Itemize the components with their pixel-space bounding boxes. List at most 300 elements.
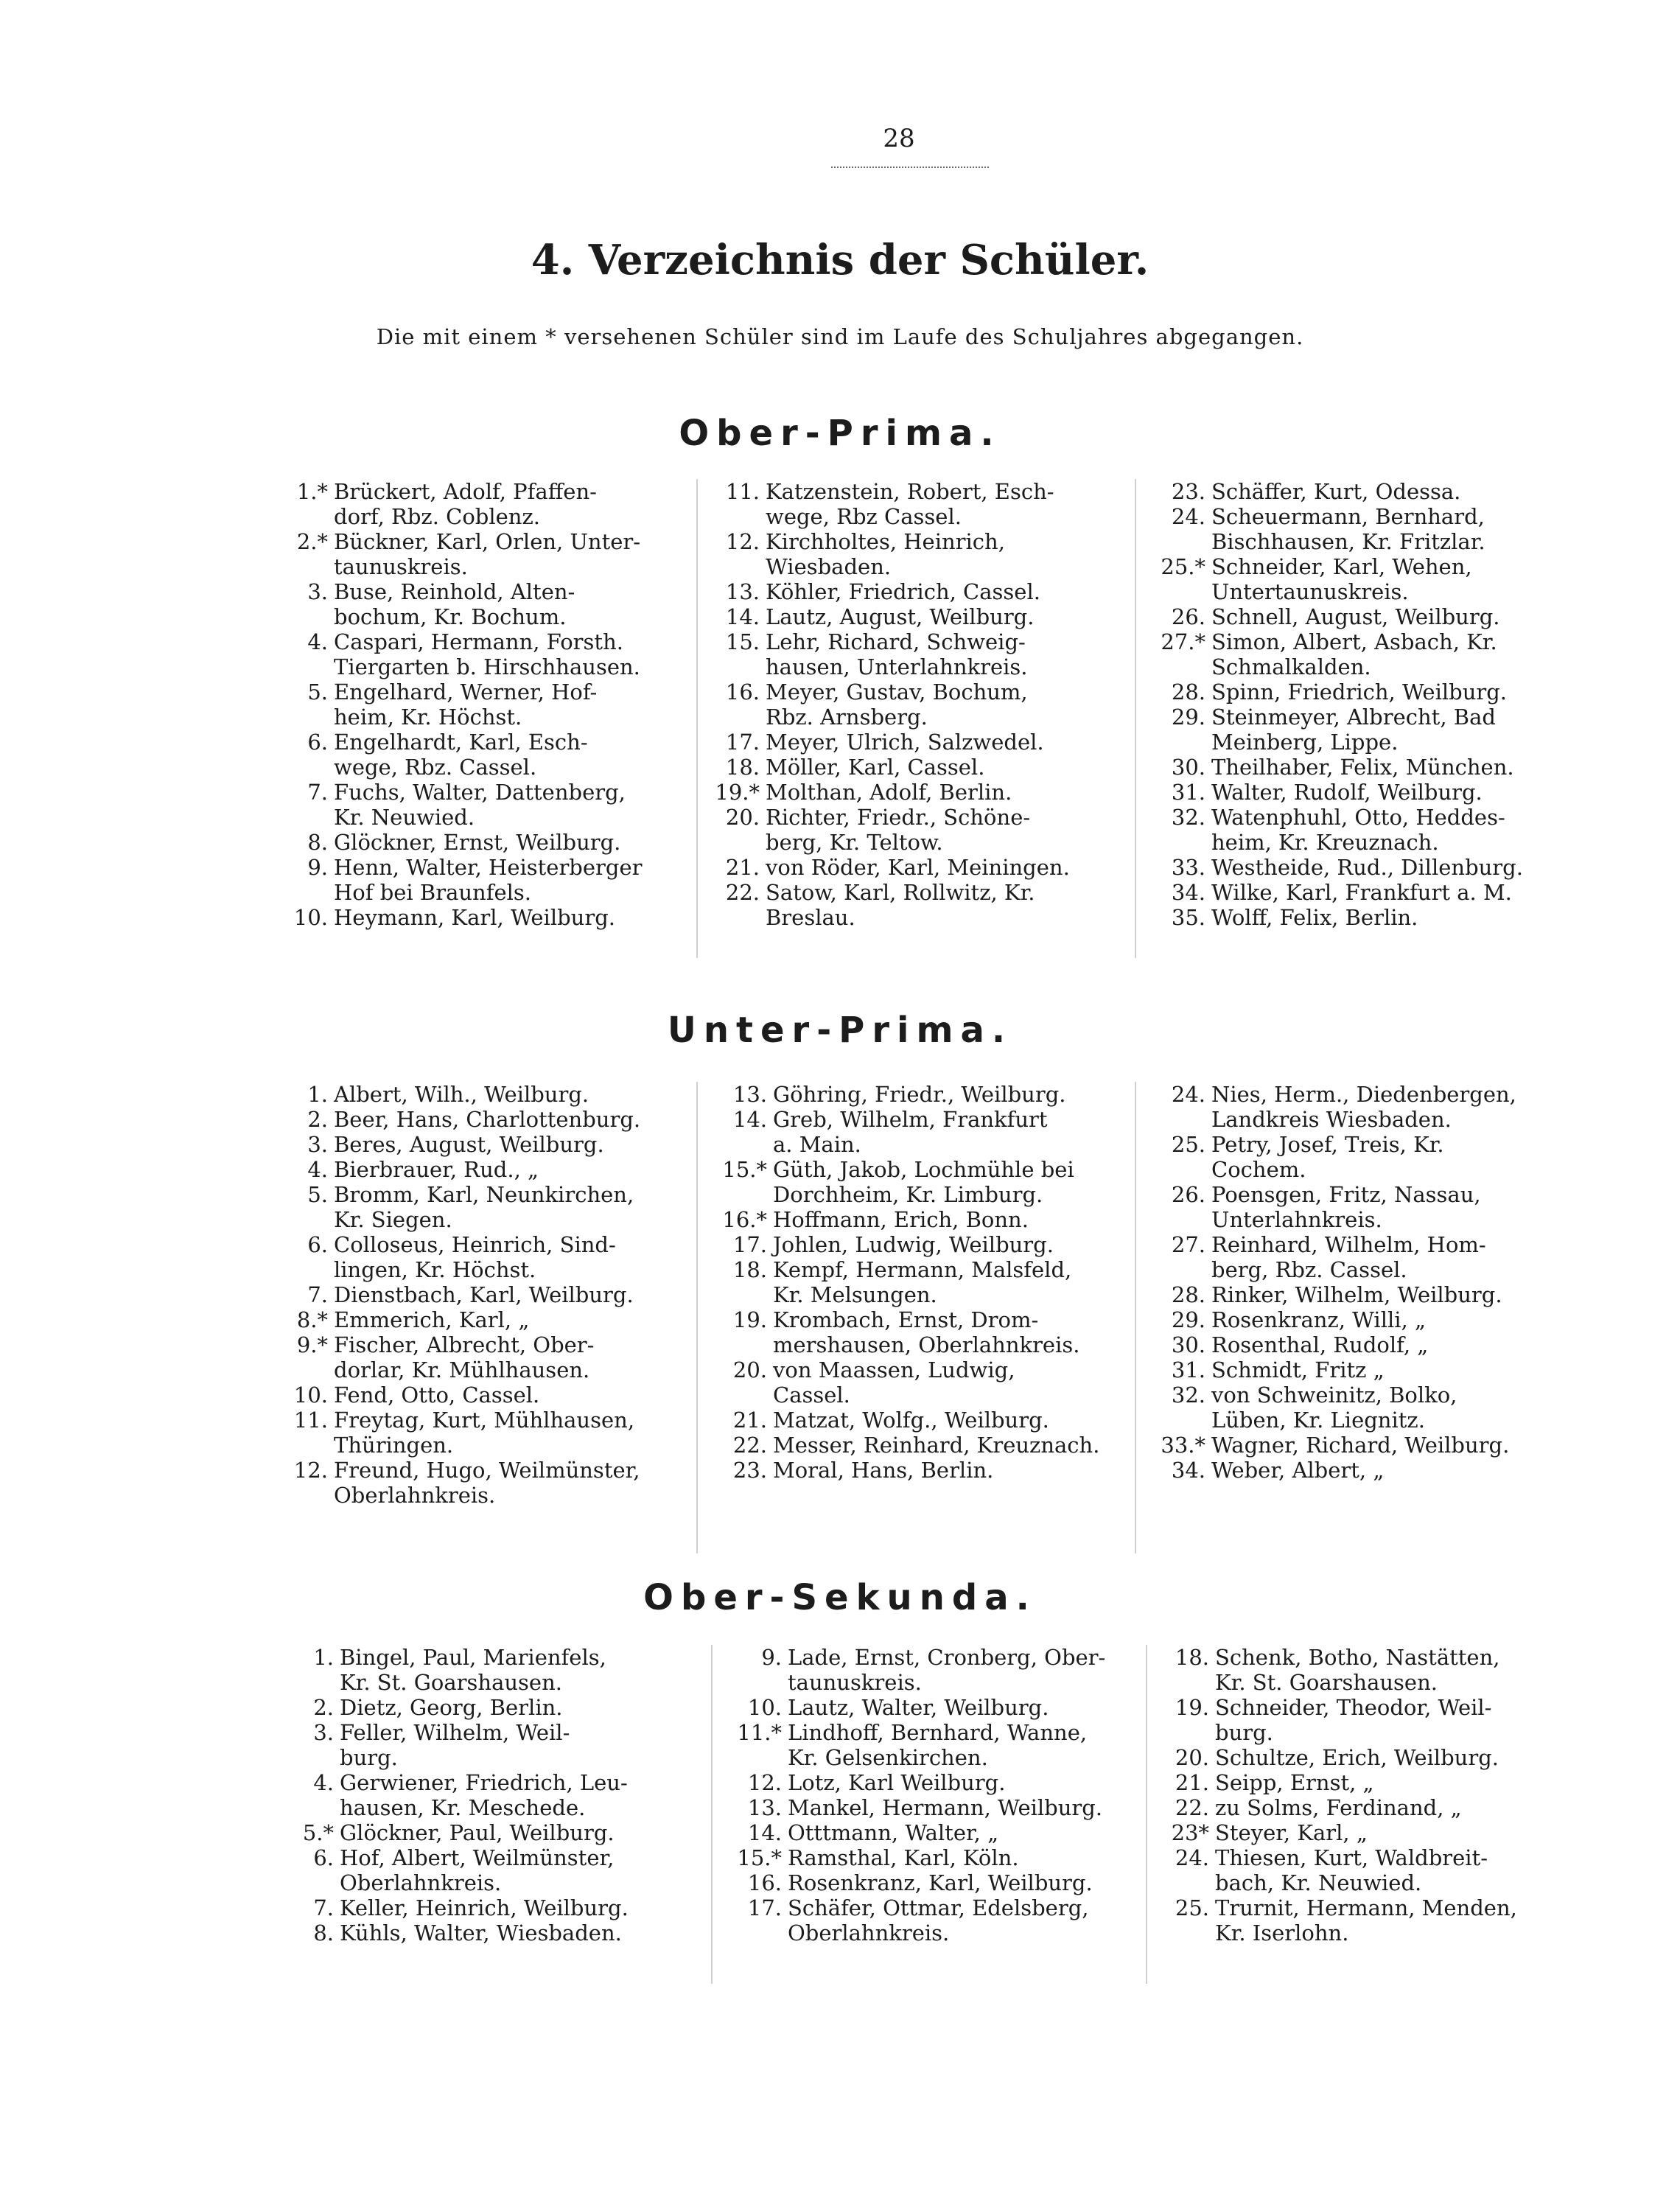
student-details bbox=[340, 1920, 696, 1945]
student-detail-line: Rbz. Arnsberg. bbox=[766, 705, 928, 730]
student-detail-line: Richter, Friedr., Schöne- bbox=[766, 805, 1031, 830]
student-number: 17. bbox=[732, 1232, 767, 1257]
student-detail-line: Mankel, Hermann, Weilburg. bbox=[788, 1795, 1103, 1820]
student-detail-line: hausen, Kr. Meschede. bbox=[340, 1795, 586, 1820]
student-detail-line: Oberlahnkreis. bbox=[788, 1920, 950, 1945]
student-detail-line: Weber, Albert, „ bbox=[1211, 1458, 1385, 1483]
student-entry bbox=[276, 1332, 689, 1382]
student-entry bbox=[1147, 504, 1589, 554]
student-detail-line: Walter, Rudolf, Weilburg. bbox=[1211, 780, 1483, 805]
student-detail-line: Wilke, Karl, Frankfurt a. M. bbox=[1211, 880, 1512, 905]
student-details bbox=[1211, 755, 1589, 780]
student-entry bbox=[708, 855, 1143, 880]
student-detail-line: a. Main. bbox=[773, 1132, 861, 1157]
student-details bbox=[788, 1645, 1147, 1695]
student-details bbox=[334, 1232, 689, 1282]
student-details bbox=[1211, 629, 1589, 679]
student-detail-line: Dietz, Georg, Berlin. bbox=[340, 1695, 563, 1720]
student-detail-line: Hoffmann, Erich, Bonn. bbox=[773, 1207, 1029, 1232]
student-entry bbox=[276, 579, 685, 629]
student-entry bbox=[723, 1645, 1147, 1695]
student-detail-line: berg, Kr. Teltow. bbox=[766, 830, 943, 855]
student-number: 2. bbox=[307, 1107, 328, 1132]
student-entry bbox=[1147, 1332, 1589, 1357]
student-detail-line: Simon, Albert, Asbach, Kr. bbox=[1211, 629, 1497, 654]
student-detail-line: Colloseus, Heinrich, Sind- bbox=[334, 1232, 616, 1257]
student-number: 9. bbox=[761, 1645, 782, 1670]
student-details bbox=[766, 755, 1143, 780]
student-number: 16. bbox=[725, 679, 760, 705]
student-entry bbox=[291, 1770, 696, 1820]
student-detail-line: Steyer, Karl, „ bbox=[1215, 1820, 1368, 1845]
student-details bbox=[766, 679, 1143, 730]
student-detail-line: Matzat, Wolfg., Weilburg. bbox=[773, 1408, 1049, 1433]
student-number: 34. bbox=[1171, 1458, 1205, 1483]
student-detail-line: Bischhausen, Kr. Fritzlar. bbox=[1211, 529, 1485, 554]
student-number: 8. bbox=[313, 1920, 334, 1945]
student-detail-line: Moral, Hans, Berlin. bbox=[773, 1458, 994, 1483]
student-entry bbox=[276, 629, 685, 679]
student-details bbox=[1211, 1282, 1589, 1307]
student-number: 32. bbox=[1171, 1382, 1205, 1408]
student-entry bbox=[708, 755, 1143, 780]
student-entry bbox=[708, 1207, 1143, 1232]
student-details bbox=[788, 1820, 1147, 1845]
student-detail-line: Meyer, Ulrich, Salzwedel. bbox=[766, 730, 1044, 755]
student-detail-line: Rosenthal, Rudolf, „ bbox=[1211, 1332, 1429, 1357]
student-details bbox=[788, 1845, 1147, 1870]
student-details bbox=[1211, 780, 1589, 805]
student-number: 21. bbox=[1175, 1770, 1209, 1795]
student-number: 22. bbox=[725, 880, 760, 905]
student-entry bbox=[723, 1770, 1147, 1795]
student-entry bbox=[723, 1870, 1147, 1895]
student-number: 17. bbox=[747, 1895, 782, 1920]
student-number: 14. bbox=[747, 1820, 782, 1845]
student-detail-line: Heymann, Karl, Weilburg. bbox=[334, 905, 615, 930]
student-detail-line: Kr. St. Goarshausen. bbox=[340, 1670, 562, 1695]
student-number: 11. bbox=[293, 1408, 328, 1433]
student-detail-line: Petry, Josef, Treis, Kr. bbox=[1211, 1132, 1444, 1157]
student-entry bbox=[276, 1182, 689, 1232]
student-detail-line: dorf, Rbz. Coblenz. bbox=[334, 504, 540, 529]
student-number: 18. bbox=[732, 1257, 767, 1282]
student-detail-line: Bingel, Paul, Marienfels, bbox=[340, 1645, 606, 1670]
student-number: 12. bbox=[293, 1458, 328, 1483]
student-entry bbox=[276, 905, 685, 930]
student-detail-line: Kempf, Hermann, Malsfeld, bbox=[773, 1257, 1072, 1282]
student-details bbox=[334, 1132, 689, 1157]
student-number: 33. bbox=[1171, 855, 1205, 880]
student-detail-line: Schneider, Theodor, Weil- bbox=[1215, 1695, 1492, 1720]
student-entry bbox=[708, 579, 1143, 604]
student-details bbox=[334, 1107, 689, 1132]
student-number: 6. bbox=[313, 1845, 334, 1870]
student-number: 30. bbox=[1171, 1332, 1205, 1357]
student-details bbox=[1215, 1820, 1592, 1845]
student-number: 4. bbox=[307, 1157, 328, 1182]
student-detail-line: bach, Kr. Neuwied. bbox=[1215, 1870, 1422, 1895]
student-detail-line: Rosenkranz, Willi, „ bbox=[1211, 1307, 1426, 1332]
student-detail-line: Meyer, Gustav, Bochum, bbox=[766, 679, 1028, 705]
student-entry bbox=[1147, 629, 1589, 679]
student-detail-line: wege, Rbz. Cassel. bbox=[334, 755, 537, 780]
student-entry bbox=[723, 1720, 1147, 1770]
student-number: 19. bbox=[732, 1307, 767, 1332]
student-number: 4. bbox=[313, 1770, 334, 1795]
student-details bbox=[340, 1845, 696, 1895]
student-detail-line: Kr. Melsungen. bbox=[773, 1282, 937, 1307]
student-entry bbox=[276, 855, 685, 905]
student-number: 9.* bbox=[296, 1332, 328, 1357]
student-details bbox=[1211, 1232, 1589, 1282]
student-detail-line: Köhler, Friedrich, Cassel. bbox=[766, 579, 1040, 604]
student-entry bbox=[1147, 880, 1589, 905]
student-entry bbox=[708, 1458, 1143, 1483]
student-number: 17. bbox=[725, 730, 760, 755]
student-details bbox=[1211, 855, 1589, 880]
student-detail-line: Schäfer, Ottmar, Edelsberg, bbox=[788, 1895, 1089, 1920]
student-entry bbox=[1158, 1895, 1592, 1945]
student-entry bbox=[1158, 1795, 1592, 1820]
student-details bbox=[1211, 1132, 1589, 1182]
student-detail-line: Schmalkalden. bbox=[1211, 654, 1371, 679]
student-entry bbox=[276, 679, 685, 730]
student-number: 24. bbox=[1171, 1082, 1205, 1107]
student-details bbox=[773, 1307, 1143, 1357]
unter-prima-column-2 bbox=[696, 1082, 1143, 1553]
student-detail-line: Breslau. bbox=[766, 905, 855, 930]
student-detail-line: Meinberg, Lippe. bbox=[1211, 730, 1399, 755]
student-number: 19.* bbox=[715, 780, 760, 805]
student-details bbox=[788, 1795, 1147, 1820]
student-details bbox=[1211, 604, 1589, 629]
student-details bbox=[1215, 1745, 1592, 1770]
student-detail-line: Brückert, Adolf, Pfaffen- bbox=[334, 479, 597, 504]
student-details bbox=[773, 1082, 1143, 1107]
student-entry bbox=[1147, 1082, 1589, 1132]
student-number: 13. bbox=[725, 579, 760, 604]
student-detail-line: Steinmeyer, Albrecht, Bad bbox=[1211, 705, 1496, 730]
student-details bbox=[766, 805, 1143, 855]
student-entry bbox=[291, 1895, 696, 1920]
student-entry bbox=[291, 1720, 696, 1770]
student-entry bbox=[276, 1132, 689, 1157]
student-detail-line: Bierbrauer, Rud., „ bbox=[334, 1157, 539, 1182]
ober-sekunda-column-1 bbox=[291, 1645, 696, 1945]
student-entry bbox=[291, 1695, 696, 1720]
student-detail-line: Schmidt, Fritz „ bbox=[1211, 1357, 1385, 1382]
student-detail-line: Henn, Walter, Heisterberger bbox=[334, 855, 643, 880]
student-detail-line: Glöckner, Paul, Weilburg. bbox=[340, 1820, 615, 1845]
student-entry bbox=[1147, 604, 1589, 629]
student-entry bbox=[708, 805, 1143, 855]
student-entry bbox=[1158, 1695, 1592, 1745]
student-number: 15. bbox=[725, 629, 760, 654]
student-entry bbox=[708, 479, 1143, 529]
student-detail-line: Reinhard, Wilhelm, Hom- bbox=[1211, 1232, 1486, 1257]
student-details bbox=[773, 1458, 1143, 1483]
student-entry bbox=[708, 1408, 1143, 1433]
student-details bbox=[334, 1157, 689, 1182]
student-number: 6. bbox=[307, 730, 328, 755]
student-details bbox=[340, 1695, 696, 1720]
student-entry bbox=[1158, 1820, 1592, 1845]
student-detail-line: Greb, Wilhelm, Frankfurt bbox=[773, 1107, 1048, 1132]
student-details bbox=[773, 1107, 1143, 1157]
student-detail-line: taunuskreis. bbox=[788, 1670, 922, 1695]
student-detail-line: Messer, Reinhard, Kreuznach. bbox=[773, 1433, 1100, 1458]
student-detail-line: Cochem. bbox=[1211, 1157, 1306, 1182]
student-number: 14. bbox=[725, 604, 760, 629]
student-detail-line: Göhring, Friedr., Weilburg. bbox=[773, 1082, 1066, 1107]
student-entry bbox=[1147, 1382, 1589, 1433]
student-number: 34. bbox=[1171, 880, 1205, 905]
ober-sekunda-column-3 bbox=[1146, 1645, 1592, 1984]
student-entry bbox=[708, 1357, 1143, 1408]
student-details bbox=[766, 880, 1143, 930]
student-details bbox=[334, 905, 685, 930]
unter-prima-column-1 bbox=[276, 1082, 689, 1508]
student-detail-line: Albert, Wilh., Weilburg. bbox=[334, 1082, 589, 1107]
student-details bbox=[766, 579, 1143, 604]
student-detail-line: berg, Rbz. Cassel. bbox=[1211, 1257, 1407, 1282]
student-detail-line: Engelhard, Werner, Hof- bbox=[334, 679, 598, 705]
student-details bbox=[1215, 1795, 1592, 1820]
student-number: 28. bbox=[1171, 1282, 1205, 1307]
student-entry bbox=[291, 1645, 696, 1695]
legend-note: Die mit einem * versehenen Schüler sind im Laufe des Schuljahres abgegangen. bbox=[376, 324, 1304, 349]
student-details bbox=[766, 780, 1143, 805]
student-number: 18. bbox=[725, 755, 760, 780]
student-entry bbox=[276, 529, 685, 579]
student-detail-line: Feller, Wilhelm, Weil- bbox=[340, 1720, 570, 1745]
student-detail-line: Otttmann, Walter, „ bbox=[788, 1820, 999, 1845]
student-detail-line: Freund, Hugo, Weilmünster, bbox=[334, 1458, 640, 1483]
student-number: 15.* bbox=[737, 1845, 782, 1870]
student-details bbox=[773, 1433, 1143, 1458]
student-number: 1. bbox=[307, 1082, 328, 1107]
student-detail-line: Wiesbaden. bbox=[766, 554, 892, 579]
student-detail-line: lingen, Kr. Höchst. bbox=[334, 1257, 536, 1282]
student-details bbox=[773, 1157, 1143, 1207]
student-detail-line: Kr. Gelsenkirchen. bbox=[788, 1745, 988, 1770]
student-entry bbox=[276, 1232, 689, 1282]
student-number: 33.* bbox=[1161, 1433, 1205, 1458]
student-number: 32. bbox=[1171, 805, 1205, 830]
student-number: 31. bbox=[1171, 1357, 1205, 1382]
student-details bbox=[1211, 1458, 1589, 1483]
student-details bbox=[1211, 554, 1589, 604]
student-number: 10. bbox=[293, 1382, 328, 1408]
student-details bbox=[334, 780, 685, 830]
student-details bbox=[788, 1870, 1147, 1895]
student-entry bbox=[276, 1408, 689, 1458]
student-number: 28. bbox=[1171, 679, 1205, 705]
student-detail-line: Lotz, Karl Weilburg. bbox=[788, 1770, 1006, 1795]
student-detail-line: Wagner, Richard, Weilburg. bbox=[1211, 1433, 1510, 1458]
student-number: 3. bbox=[313, 1720, 334, 1745]
student-detail-line: Thiesen, Kurt, Waldbreit- bbox=[1215, 1845, 1488, 1870]
student-detail-line: Poensgen, Fritz, Nassau, bbox=[1211, 1182, 1481, 1207]
student-detail-line: Beres, August, Weilburg. bbox=[334, 1132, 604, 1157]
student-number: 25.* bbox=[1161, 554, 1205, 579]
student-number: 3. bbox=[307, 579, 328, 604]
student-details bbox=[334, 830, 685, 855]
student-number: 27. bbox=[1171, 1232, 1205, 1257]
student-detail-line: Landkreis Wiesbaden. bbox=[1211, 1107, 1452, 1132]
student-number: 14. bbox=[732, 1107, 767, 1132]
student-number: 27.* bbox=[1161, 629, 1205, 654]
student-details bbox=[334, 1382, 689, 1408]
student-number: 13. bbox=[732, 1082, 767, 1107]
student-details bbox=[1211, 1357, 1589, 1382]
ober-prima-column-1 bbox=[276, 479, 685, 930]
student-detail-line: Ramsthal, Karl, Köln. bbox=[788, 1845, 1019, 1870]
student-number: 20. bbox=[732, 1357, 767, 1382]
student-detail-line: mershausen, Oberlahnkreis. bbox=[773, 1332, 1080, 1357]
student-details bbox=[340, 1820, 696, 1845]
student-details bbox=[766, 529, 1143, 579]
student-detail-line: Kirchholtes, Heinrich, bbox=[766, 529, 1005, 554]
student-entry bbox=[1147, 855, 1589, 880]
student-number: 2. bbox=[313, 1695, 334, 1720]
student-number: 5. bbox=[307, 1182, 328, 1207]
student-details bbox=[334, 529, 685, 579]
student-entry bbox=[1147, 1458, 1589, 1483]
student-details bbox=[788, 1770, 1147, 1795]
student-details bbox=[1215, 1770, 1592, 1795]
student-details bbox=[773, 1232, 1143, 1257]
student-number: 8. bbox=[307, 830, 328, 855]
student-number: 2.* bbox=[296, 529, 328, 554]
student-details bbox=[334, 679, 685, 730]
student-detail-line: Hof bei Braunfels. bbox=[334, 880, 532, 905]
student-entry bbox=[708, 529, 1143, 579]
student-number: 22. bbox=[732, 1433, 767, 1458]
student-entry bbox=[708, 679, 1143, 730]
student-detail-line: Dienstbach, Karl, Weilburg. bbox=[334, 1282, 634, 1307]
student-detail-line: taunuskreis. bbox=[334, 554, 468, 579]
student-detail-line: Güth, Jakob, Lochmühle bei bbox=[773, 1157, 1074, 1182]
student-detail-line: Satow, Karl, Rollwitz, Kr. bbox=[766, 880, 1035, 905]
student-detail-line: Kr. Siegen. bbox=[334, 1207, 452, 1232]
student-number: 7. bbox=[307, 1282, 328, 1307]
student-number: 4. bbox=[307, 629, 328, 654]
student-details bbox=[1211, 1307, 1589, 1332]
student-number: 10. bbox=[293, 905, 328, 930]
student-detail-line: Scheuermann, Bernhard, bbox=[1211, 504, 1485, 529]
student-detail-line: wege, Rbz Cassel. bbox=[766, 504, 962, 529]
student-details bbox=[1211, 1082, 1589, 1132]
student-detail-line: Engelhardt, Karl, Esch- bbox=[334, 730, 588, 755]
student-detail-line: Schultze, Erich, Weilburg. bbox=[1215, 1745, 1499, 1770]
student-detail-line: Lade, Ernst, Cronberg, Ober- bbox=[788, 1645, 1106, 1670]
student-number: 21. bbox=[725, 855, 760, 880]
student-detail-line: Möller, Karl, Cassel. bbox=[766, 755, 985, 780]
student-detail-line: Seipp, Ernst, „ bbox=[1215, 1770, 1374, 1795]
student-detail-line: heim, Kr. Kreuznach. bbox=[1211, 830, 1439, 855]
student-details bbox=[773, 1257, 1143, 1307]
student-details bbox=[334, 1182, 689, 1232]
student-number: 18. bbox=[1175, 1645, 1209, 1670]
student-details bbox=[766, 730, 1143, 755]
student-entry bbox=[1147, 479, 1589, 504]
student-entry bbox=[1147, 679, 1589, 705]
student-number: 12. bbox=[725, 529, 760, 554]
student-details bbox=[766, 629, 1143, 679]
student-details bbox=[334, 855, 685, 905]
student-details bbox=[1215, 1895, 1592, 1945]
student-detail-line: Hof, Albert, Weilmünster, bbox=[340, 1845, 615, 1870]
student-detail-line: Lindhoff, Bernhard, Wanne, bbox=[788, 1720, 1088, 1745]
student-details bbox=[334, 730, 685, 780]
student-number: 7. bbox=[307, 780, 328, 805]
student-entry bbox=[276, 479, 685, 529]
student-details bbox=[334, 479, 685, 529]
student-detail-line: Krombach, Ernst, Drom- bbox=[773, 1307, 1039, 1332]
student-entry bbox=[276, 1458, 689, 1508]
student-detail-line: Theilhaber, Felix, München. bbox=[1211, 755, 1514, 780]
student-details bbox=[334, 1282, 689, 1307]
student-detail-line: Schnell, August, Weilburg. bbox=[1211, 604, 1500, 629]
student-entry bbox=[708, 730, 1143, 755]
student-detail-line: von Röder, Karl, Meiningen. bbox=[766, 855, 1070, 880]
student-detail-line: Caspari, Hermann, Forsth. bbox=[334, 629, 623, 654]
student-detail-line: burg. bbox=[1215, 1720, 1273, 1745]
student-detail-line: Nies, Herm., Diedenbergen, bbox=[1211, 1082, 1516, 1107]
student-details bbox=[340, 1645, 696, 1695]
student-detail-line: Schneider, Karl, Wehen, bbox=[1211, 554, 1472, 579]
student-details bbox=[788, 1720, 1147, 1770]
student-detail-line: Freytag, Kurt, Mühlhausen, bbox=[334, 1408, 635, 1433]
student-entry bbox=[723, 1895, 1147, 1945]
student-detail-line: Katzenstein, Robert, Esch- bbox=[766, 479, 1054, 504]
student-number: 6. bbox=[307, 1232, 328, 1257]
student-number: 11. bbox=[725, 479, 760, 504]
student-details bbox=[334, 629, 685, 679]
student-number: 30. bbox=[1171, 755, 1205, 780]
student-detail-line: Wolff, Felix, Berlin. bbox=[1211, 905, 1418, 930]
student-detail-line: Lüben, Kr. Liegnitz. bbox=[1211, 1408, 1425, 1433]
student-details bbox=[1211, 805, 1589, 855]
student-detail-line: Unterlahnkreis. bbox=[1211, 1207, 1382, 1232]
student-number: 31. bbox=[1171, 780, 1205, 805]
student-detail-line: Lautz, Walter, Weilburg. bbox=[788, 1695, 1049, 1720]
student-details bbox=[340, 1895, 696, 1920]
student-detail-line: Spinn, Friedrich, Weilburg. bbox=[1211, 679, 1508, 705]
student-detail-line: Schäffer, Kurt, Odessa. bbox=[1211, 479, 1461, 504]
student-detail-line: Lehr, Richard, Schweig- bbox=[766, 629, 1026, 654]
student-detail-line: Rosenkranz, Karl, Weilburg. bbox=[788, 1870, 1093, 1895]
student-details bbox=[1211, 479, 1589, 504]
student-details bbox=[1211, 504, 1589, 554]
student-detail-line: Oberlahnkreis. bbox=[340, 1870, 502, 1895]
student-entry bbox=[1147, 1182, 1589, 1232]
student-detail-line: Kühls, Walter, Wiesbaden. bbox=[340, 1920, 622, 1945]
student-details bbox=[788, 1895, 1147, 1945]
student-number: 16. bbox=[747, 1870, 782, 1895]
student-number: 25. bbox=[1171, 1132, 1205, 1157]
student-entry bbox=[276, 1382, 689, 1408]
student-detail-line: Dorchheim, Kr. Limburg. bbox=[773, 1182, 1043, 1207]
student-entry bbox=[276, 1107, 689, 1132]
student-details bbox=[334, 1082, 689, 1107]
student-number: 13. bbox=[747, 1795, 782, 1820]
student-details bbox=[766, 855, 1143, 880]
student-entry bbox=[708, 1307, 1143, 1357]
student-detail-line: Kr. Neuwied. bbox=[334, 805, 475, 830]
